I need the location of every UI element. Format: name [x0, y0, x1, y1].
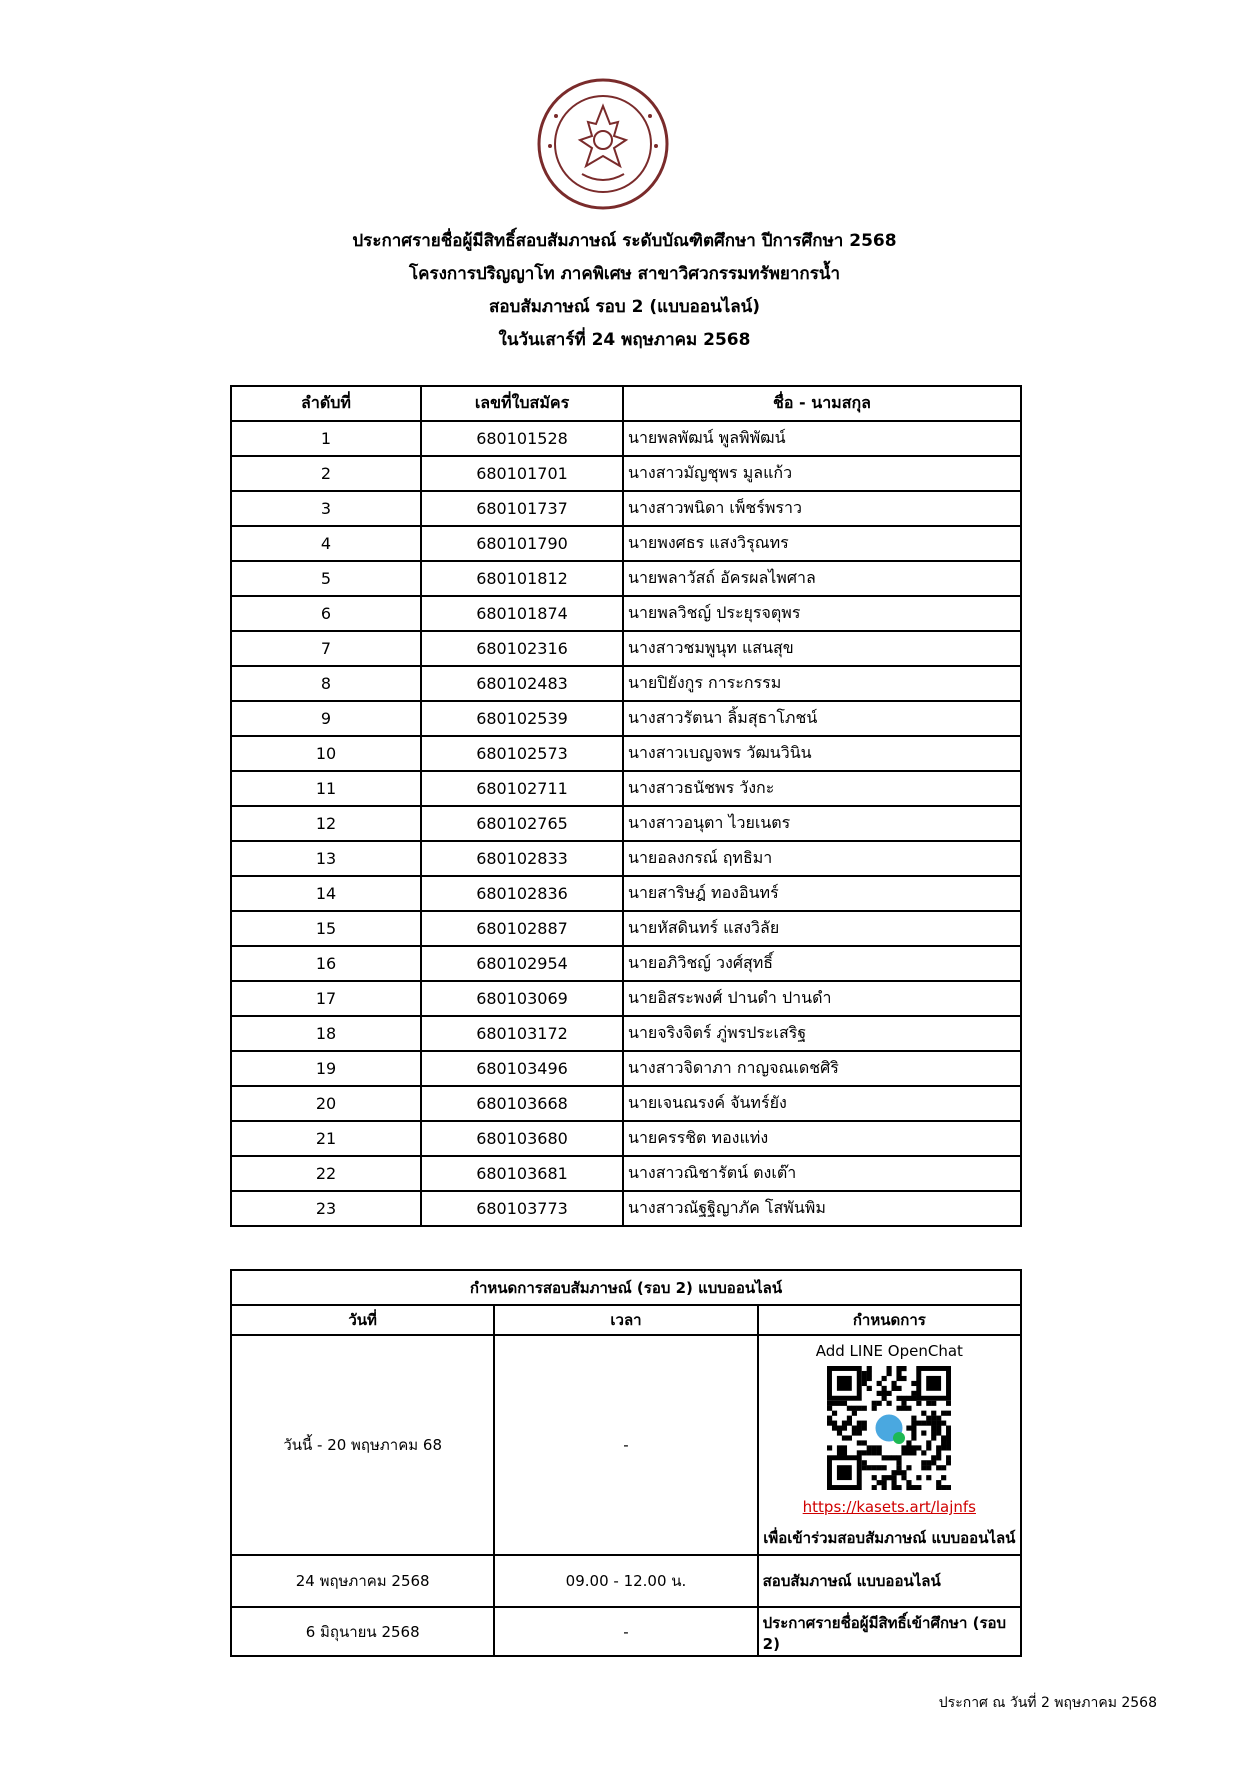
row-order: 8	[231, 666, 421, 701]
row-order: 10	[231, 736, 421, 771]
row-full-name: นายหัสดินทร์ แสงวิลัย	[623, 911, 1021, 946]
row-order: 9	[231, 701, 421, 736]
row-order: 13	[231, 841, 421, 876]
row-full-name: นายพลาวัสถ์ อัครผลไพศาล	[623, 561, 1021, 596]
schedule-time-1: -	[494, 1335, 757, 1555]
row-order: 14	[231, 876, 421, 911]
row-full-name: นางสาวชมพูนุท แสนสุข	[623, 631, 1021, 666]
candidate-list-table	[230, 385, 1022, 1227]
row-application-number: 680102954	[421, 946, 623, 981]
schedule-date-1: วันนี้ - 20 พฤษภาคม 68	[231, 1335, 494, 1555]
table-row	[231, 1016, 1021, 1051]
row-order: 3	[231, 491, 421, 526]
table-row	[231, 981, 1021, 1016]
row-application-number: 680103773	[421, 1191, 623, 1226]
row-application-number: 680102573	[421, 736, 623, 771]
row-application-number: 680103668	[421, 1086, 623, 1121]
row-order: 21	[231, 1121, 421, 1156]
interview-schedule-table	[230, 1269, 1022, 1657]
row-application-number: 680102316	[421, 631, 623, 666]
row-application-number: 680101790	[421, 526, 623, 561]
row-order: 2	[231, 456, 421, 491]
schedule-row-openchat	[231, 1335, 1021, 1555]
table-row	[231, 1191, 1021, 1226]
row-full-name: นางสาวณัฐฐิญาภัค โสพันพิม	[623, 1191, 1021, 1226]
row-application-number: 680103496	[421, 1051, 623, 1086]
row-order: 11	[231, 771, 421, 806]
table-row	[231, 421, 1021, 456]
table-row	[231, 736, 1021, 771]
row-full-name: นายสาริษฎ์ ทองอินทร์	[623, 876, 1021, 911]
table-row	[231, 806, 1021, 841]
schedule-header-date: วันที่	[231, 1305, 494, 1335]
row-application-number: 680101812	[421, 561, 623, 596]
header-order: ลำดับที่	[231, 386, 421, 421]
row-order: 17	[231, 981, 421, 1016]
announcement-title	[200, 225, 1049, 357]
schedule-date-3: 6 มิถุนายน 2568	[231, 1607, 494, 1656]
row-application-number: 680102711	[421, 771, 623, 806]
table-row	[231, 771, 1021, 806]
schedule-header-event: กำหนดการ	[758, 1305, 1021, 1335]
line-openchat-qr-code[interactable]	[827, 1366, 951, 1490]
schedule-time-2: 09.00 - 12.00 น.	[494, 1555, 757, 1607]
table-row	[231, 1051, 1021, 1086]
schedule-event-2: สอบสัมภาษณ์ แบบออนไลน์	[758, 1555, 1021, 1607]
announcement-date: ประกาศ ณ วันที่ 2 พฤษภาคม 2568	[938, 1695, 1157, 1711]
row-full-name: นางสาวธนัชพร วังกะ	[623, 771, 1021, 806]
row-application-number: 680101701	[421, 456, 623, 491]
table-row	[231, 631, 1021, 666]
row-full-name: นายจริงจิตร์ ภู่พรประเสริฐ	[623, 1016, 1021, 1051]
schedule-date-2: 24 พฤษภาคม 2568	[231, 1555, 494, 1607]
row-full-name: นางสาวณิชารัตน์ ตงเต๊า	[623, 1156, 1021, 1191]
table-row	[231, 666, 1021, 701]
title-line-1: ประกาศรายชื่อผู้มีสิทธิ์สอบสัมภาษณ์ ระดับบัณฑิตศึกษา ปีการศึกษา 2568	[352, 231, 897, 251]
table-header-row	[231, 386, 1021, 421]
row-full-name: นางสาวรัตนา ลิ้มสุธาโภชน์	[623, 701, 1021, 736]
table-row	[231, 1156, 1021, 1191]
university-seal-logo	[536, 76, 670, 212]
title-line-2: โครงการปริญญาโท ภาคพิเศษ สาขาวิศวกรรมทรัพยากรน้ำ	[408, 264, 841, 284]
row-order: 6	[231, 596, 421, 631]
table-row	[231, 596, 1021, 631]
table-row	[231, 1121, 1021, 1156]
row-full-name: นางสาวจิดาภา กาญจณเดชศิริ	[623, 1051, 1021, 1086]
row-application-number: 680101737	[421, 491, 623, 526]
row-order: 18	[231, 1016, 421, 1051]
table-row	[231, 561, 1021, 596]
row-application-number: 680101874	[421, 596, 623, 631]
row-full-name: นายอภิวิชญ์ วงศ์สุทธิ์	[623, 946, 1021, 981]
openchat-link[interactable]: https://kasets.art/lajnfs	[802, 1498, 976, 1516]
row-order: 19	[231, 1051, 421, 1086]
row-full-name: นายปิยังกูร การะกรรม	[623, 666, 1021, 701]
row-full-name: นายอลงกรณ์ ฤทธิมา	[623, 841, 1021, 876]
row-order: 16	[231, 946, 421, 981]
row-full-name: นายพงศธร แสงวิรุณทร	[623, 526, 1021, 561]
row-full-name: นายเจนณรงค์ จันทร์ยัง	[623, 1086, 1021, 1121]
join-instruction: เพื่อเข้าร่วมสอบสัมภาษณ์ แบบออนไลน์	[763, 1529, 1016, 1547]
row-application-number: 680102836	[421, 876, 623, 911]
row-application-number: 680103681	[421, 1156, 623, 1191]
row-order: 7	[231, 631, 421, 666]
row-application-number: 680103069	[421, 981, 623, 1016]
schedule-row-interview	[231, 1555, 1021, 1607]
row-full-name: นายครรชิต ทองแท่ง	[623, 1121, 1021, 1156]
openchat-label: Add LINE OpenChat	[815, 1342, 963, 1360]
table-row	[231, 946, 1021, 981]
row-order: 12	[231, 806, 421, 841]
row-full-name: นายพลพัฒน์ พูลพิพัฒน์	[623, 421, 1021, 456]
row-order: 1	[231, 421, 421, 456]
row-application-number: 680102483	[421, 666, 623, 701]
table-row	[231, 456, 1021, 491]
row-application-number: 680101528	[421, 421, 623, 456]
row-full-name: นางสาวพนิดา เพ็ชร์พราว	[623, 491, 1021, 526]
row-order: 4	[231, 526, 421, 561]
table-row	[231, 841, 1021, 876]
schedule-header-time: เวลา	[494, 1305, 757, 1335]
title-line-4: ในวันเสาร์ที่ 24 พฤษภาคม 2568	[498, 330, 751, 350]
row-order: 23	[231, 1191, 421, 1226]
row-order: 22	[231, 1156, 421, 1191]
table-row	[231, 1086, 1021, 1121]
row-full-name: นายอิสระพงศ์ ปานดำ ปานดำ	[623, 981, 1021, 1016]
row-application-number: 680102833	[421, 841, 623, 876]
table-row	[231, 911, 1021, 946]
table-row	[231, 491, 1021, 526]
row-full-name: นางสาวเบญจพร วัฒนวินิน	[623, 736, 1021, 771]
schedule-event-openchat	[758, 1335, 1021, 1555]
table-row	[231, 526, 1021, 561]
header-full-name: ชื่อ - นามสกุล	[623, 386, 1021, 421]
row-full-name: นางสาวมัญชุพร มูลแก้ว	[623, 456, 1021, 491]
row-application-number: 680103680	[421, 1121, 623, 1156]
row-application-number: 680103172	[421, 1016, 623, 1051]
schedule-time-3: -	[494, 1607, 757, 1656]
table-row	[231, 876, 1021, 911]
schedule-row-results	[231, 1607, 1021, 1656]
table-row	[231, 701, 1021, 736]
row-full-name: นายพลวิชญ์ ประยุรจตุพร	[623, 596, 1021, 631]
row-full-name: นางสาวอนุตา ไวยเนตร	[623, 806, 1021, 841]
row-application-number: 680102765	[421, 806, 623, 841]
row-application-number: 680102887	[421, 911, 623, 946]
schedule-header-row	[231, 1305, 1021, 1335]
row-application-number: 680102539	[421, 701, 623, 736]
row-order: 20	[231, 1086, 421, 1121]
schedule-title: กำหนดการสอบสัมภาษณ์ (รอบ 2) แบบออนไลน์	[231, 1270, 1021, 1305]
schedule-event-3: ประกาศรายชื่อผู้มีสิทธิ์เข้าศึกษา (รอบ 2)	[758, 1607, 1021, 1656]
row-order: 15	[231, 911, 421, 946]
row-order: 5	[231, 561, 421, 596]
header-application-number: เลขที่ใบสมัคร	[421, 386, 623, 421]
title-line-3: สอบสัมภาษณ์ รอบ 2 (แบบออนไลน์)	[488, 297, 761, 317]
